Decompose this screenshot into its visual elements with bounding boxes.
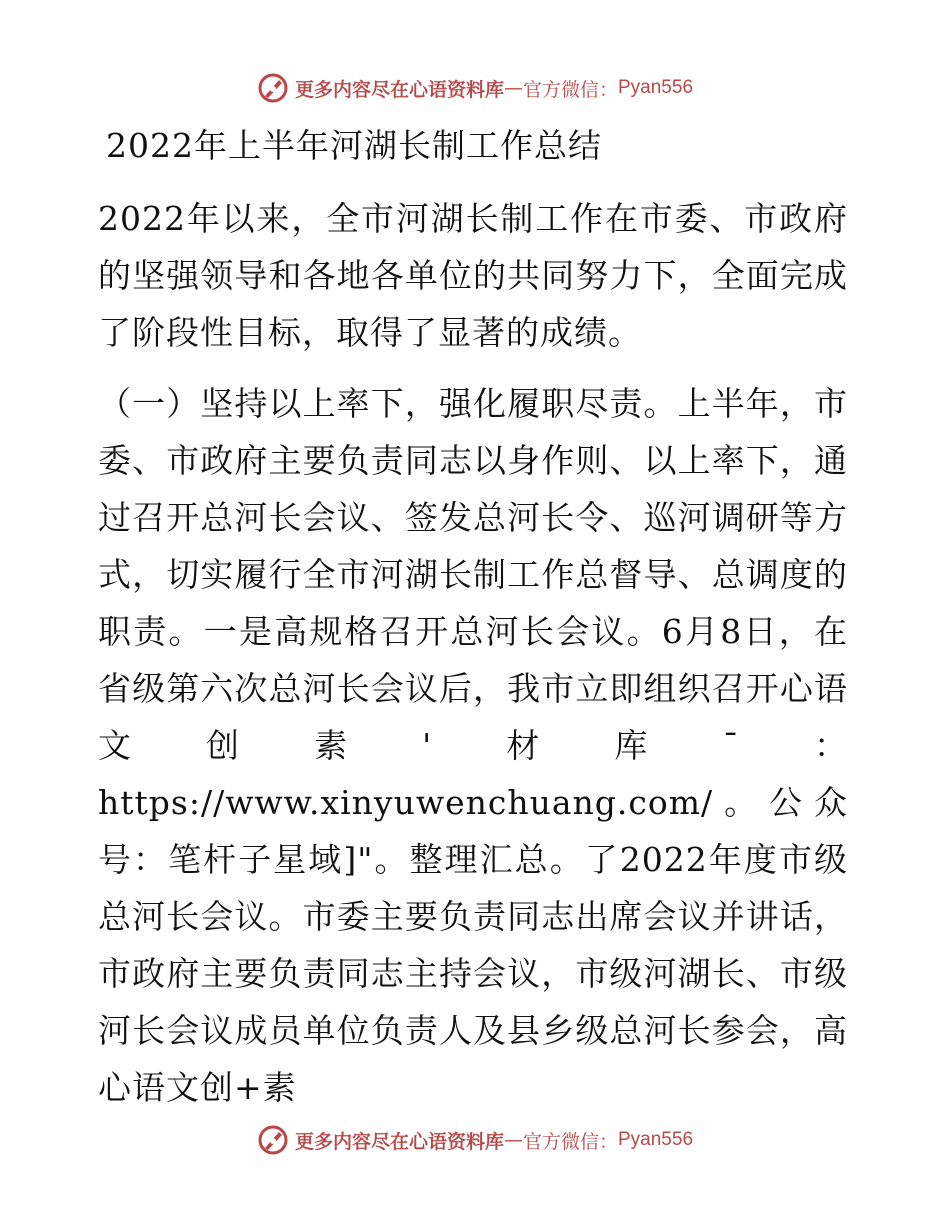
paragraph-section-one: （一）坚持以上率下，强化履职尽责。上半年，市委、市政府主要负责同志以身作则、以上率下，通过召开总河长会议、签发总河长令、巡河调研等方式，切实履行全市河湖长制工作总督导、总调度的职责。一是高规格召开总河长会议。6月8日，在省级第六次总河长会议后，我市立即组织召开心语文创素'材库¯：https://www.xinyuwenchuang.com/。公众号：笔杆子星域]"。整理汇总。了2022年度市级总河长会议。市委主要负责同志出席会议并讲话，市政府主要负责同志主持会议，市级河湖长、市级河长会议成员单位负责人及县乡级总河长参会，高心语文创+素 [98,384,848,1107]
document-title: 2022年上半年河湖长制工作总结 [106,126,602,165]
watermark-main-text: 更多内容尽在心语资料库 [294,78,504,101]
quill-logo-icon [257,72,289,104]
watermark-separator: — [503,77,523,99]
quill-logo-icon [257,1124,289,1156]
header-watermark [0,68,950,108]
watermark-separator: — [503,1129,523,1151]
footer-watermark [0,1120,950,1160]
watermark-main-text: 更多内容尽在心语资料库 [294,1130,504,1153]
watermark-sub-text: 官方微信： [522,78,618,101]
paragraph-intro: 2022年以来，全市河湖长制工作在市委、市政府的坚强领导和各地各单位的共同努力下，全面完成了阶段性目标，取得了显著的成绩。 [98,199,848,352]
watermark-sub-text: 官方微信： [522,1130,618,1153]
watermark-id: Pyan556 [618,77,694,98]
watermark-id: Pyan556 [618,1129,694,1150]
document-body [98,120,848,1130]
